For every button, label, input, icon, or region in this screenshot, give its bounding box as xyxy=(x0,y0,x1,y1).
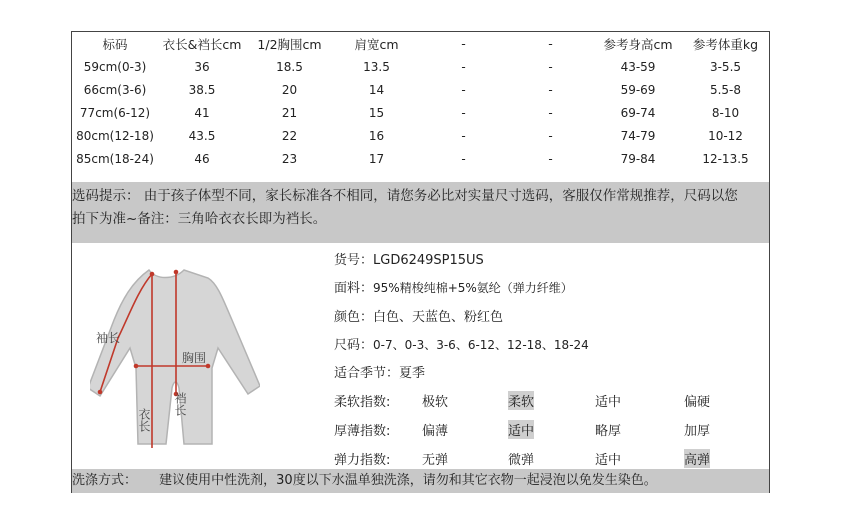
sku-line: 货号：LGD6249SP15US xyxy=(334,253,484,268)
table-row xyxy=(72,101,769,124)
table-cell: 13.5 xyxy=(363,59,390,74)
table-cell: - xyxy=(548,105,553,120)
table-cell: 59cm(0-3) xyxy=(83,59,147,74)
size-table-header xyxy=(72,32,769,55)
scale-option: 柔软 xyxy=(508,391,534,410)
scale-option: 适中 xyxy=(595,395,622,410)
table-cell: 23 xyxy=(281,151,298,166)
size-notice xyxy=(72,182,769,243)
wash-label: 洗涤方式： xyxy=(72,473,138,488)
table-cell: 46 xyxy=(194,151,210,166)
table-cell: 22 xyxy=(281,128,298,143)
table-cell: 18.5 xyxy=(276,59,303,74)
table-cell: - xyxy=(461,82,466,97)
table-cell: 10-12 xyxy=(708,128,743,143)
scale-option: 高弹 xyxy=(684,449,710,468)
measure-point xyxy=(98,390,103,395)
table-cell: 80cm(12-18) xyxy=(76,128,154,143)
table-cell: - xyxy=(548,59,553,74)
elasticity-scale xyxy=(334,449,764,471)
scale-option: 偏薄 xyxy=(422,424,449,439)
sizes-value: 0-7、0-3、3-6、6-12、12-18、18-24 xyxy=(373,338,589,352)
table-cell: 21 xyxy=(281,105,298,120)
header-cell: 参考体重kg xyxy=(692,36,759,52)
table-cell: 43-59 xyxy=(620,59,656,74)
fabric-line xyxy=(334,277,573,296)
measure-point xyxy=(174,270,179,275)
table-cell: - xyxy=(548,82,553,97)
table-cell: 74-79 xyxy=(620,128,656,143)
table-cell: 14 xyxy=(368,82,385,97)
scale-option: 适中 xyxy=(508,420,534,439)
table-cell: 12-13.5 xyxy=(702,151,749,166)
header-cell: 肩宽cm xyxy=(354,36,399,52)
table-cell: - xyxy=(548,151,553,166)
sizes-label: 尺码： xyxy=(334,338,374,353)
sizes-line xyxy=(334,334,589,353)
season-line: 适合季节：夏季 xyxy=(334,366,426,381)
softness-scale xyxy=(334,391,764,413)
table-cell: 36 xyxy=(194,59,210,74)
table-cell: 69-74 xyxy=(620,105,656,120)
header-cell: - xyxy=(548,36,553,51)
scale-option: 极软 xyxy=(422,395,449,410)
size-chart-sheet xyxy=(71,31,770,493)
notice-line: 选码提示： 由于孩子体型不同，家长标准各不相同，请您务必比对实量尺寸选码，客服仅作常规推荐，尺码以您 xyxy=(72,188,738,204)
fabric-value: 95%精梭纯棉+5%氨纶（弹力纤维） xyxy=(373,281,573,295)
scale-option: 无弹 xyxy=(422,453,449,468)
scale-option: 适中 xyxy=(595,453,622,468)
table-cell: 3-5.5 xyxy=(709,59,742,74)
notice-line: 拍下为准~备注：三角哈衣衣长即为裆长。 xyxy=(72,211,327,227)
table-row xyxy=(72,147,769,170)
scale-option: 微弹 xyxy=(508,453,535,468)
table-cell: 59-69 xyxy=(620,82,656,97)
table-cell: 20 xyxy=(281,82,298,97)
garment-diagram xyxy=(90,268,260,448)
header-cell: 标码 xyxy=(102,36,128,52)
header-cell: 1/2胸围cm xyxy=(257,36,322,52)
table-row xyxy=(72,124,769,147)
table-cell: 15 xyxy=(368,105,385,120)
header-cell: - xyxy=(461,36,466,51)
table-cell: 85cm(18-24) xyxy=(76,151,154,166)
fabric-label: 面料： xyxy=(334,281,374,296)
scale-label: 柔软指数: xyxy=(334,395,391,410)
scale-label: 厚薄指数: xyxy=(334,424,391,439)
table-cell: 77cm(6-12) xyxy=(79,105,151,120)
romper-outline xyxy=(90,270,260,444)
table-cell: 66cm(3-6) xyxy=(83,82,147,97)
table-cell: 38.5 xyxy=(188,82,216,97)
measure-point xyxy=(150,272,155,277)
table-cell: - xyxy=(461,128,466,143)
table-cell: 16 xyxy=(368,128,385,143)
measure-point xyxy=(134,364,139,369)
wash-instructions xyxy=(72,469,769,493)
measure-point xyxy=(206,364,211,369)
table-cell: - xyxy=(461,59,466,74)
scale-label: 弹力指数: xyxy=(334,453,391,468)
chest-label: 胸围 xyxy=(182,351,207,365)
thickness-scale xyxy=(334,420,764,442)
crotch-label: 裆长 xyxy=(173,392,187,416)
table-cell: - xyxy=(548,128,553,143)
sleeve-label: 袖长 xyxy=(96,331,121,345)
table-cell: - xyxy=(461,151,466,166)
table-cell: 8-10 xyxy=(711,105,740,120)
table-row xyxy=(72,78,769,101)
wash-text: 建议使用中性洗剂，30度以下水温单独洗涤，请勿和其它衣物一起浸泡以免发生染色。 xyxy=(159,473,657,488)
table-cell: 17 xyxy=(368,151,385,166)
colors-line: 颜色：白色、天蓝色、粉红色 xyxy=(334,310,504,325)
table-cell: 79-84 xyxy=(620,151,656,166)
scale-option: 略厚 xyxy=(595,424,622,439)
size-table xyxy=(72,32,769,170)
table-cell: - xyxy=(461,105,466,120)
table-cell: 41 xyxy=(194,105,210,120)
table-cell: 5.5-8 xyxy=(709,82,742,97)
scale-option: 加厚 xyxy=(684,424,711,439)
length-label: 衣长 xyxy=(137,408,151,432)
header-cell: 衣长&裆长cm xyxy=(162,36,242,52)
scale-option: 偏硬 xyxy=(684,395,711,410)
header-cell: 参考身高cm xyxy=(603,36,673,52)
table-cell: 43.5 xyxy=(188,128,216,143)
table-row xyxy=(72,55,769,78)
